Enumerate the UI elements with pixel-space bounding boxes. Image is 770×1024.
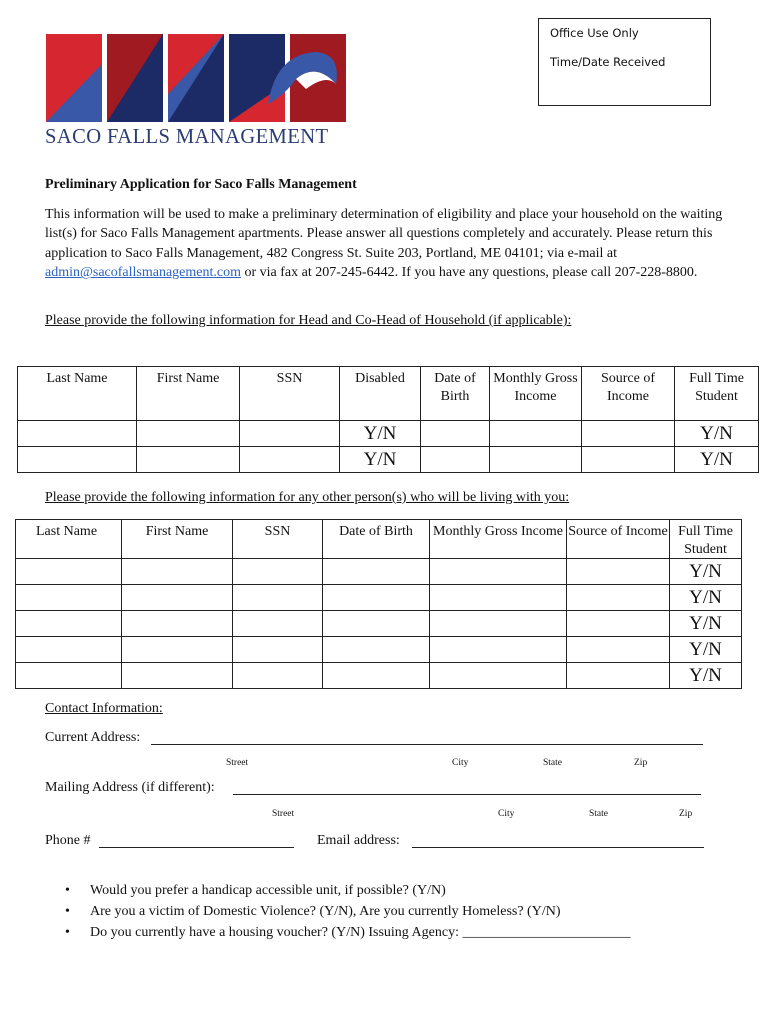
table-row (18, 447, 759, 473)
student-cell[interactable]: Y/N (675, 447, 759, 473)
list-item: • Are you a victim of Domestic Violence? (Y/N), Are you currently Homeless? (Y/N) (65, 901, 630, 922)
last-name-cell[interactable] (16, 663, 122, 689)
col-full-time-student: Full Time Student (670, 520, 742, 559)
income-cell[interactable] (430, 611, 567, 637)
table-row (16, 585, 742, 611)
source-cell[interactable] (567, 663, 670, 689)
current-street-label: Street (226, 758, 249, 768)
income-cell[interactable] (430, 663, 567, 689)
page-title: Preliminary Application for Saco Falls Management (45, 177, 357, 192)
head-section-heading: Please provide the following information for Head and Co-Head of Household (if applicable): (45, 313, 572, 328)
mailing-address-line[interactable] (233, 794, 701, 795)
source-cell[interactable] (582, 421, 675, 447)
source-cell[interactable] (567, 559, 670, 585)
source-cell[interactable] (567, 611, 670, 637)
col-last-name: Last Name (18, 367, 137, 421)
col-last-name: Last Name (16, 520, 122, 559)
list-item: • Would you prefer a handicap accessible unit, if possible? (Y/N) (65, 880, 630, 901)
time-date-received-label: Time/Date Received (550, 55, 666, 69)
col-full-time-student: Full Time Student (675, 367, 759, 421)
disabled-cell[interactable]: Y/N (340, 421, 421, 447)
student-cell[interactable]: Y/N (670, 585, 742, 611)
other-section-heading: Please provide the following information for any other person(s) who will be living with you: (45, 490, 570, 505)
col-ssn: SSN (233, 520, 323, 559)
first-name-cell[interactable] (122, 611, 233, 637)
dob-cell[interactable] (323, 663, 430, 689)
office-use-label: Office Use Only (550, 26, 639, 40)
intro-text-end: or via fax at 207-245-6442. If you have any questions, please call 207-228-8800. (241, 265, 698, 281)
col-disabled: Disabled (340, 367, 421, 421)
list-item: • Do you currently have a housing voucher? (Y/N) Issuing Agency: ________________________ (65, 922, 630, 943)
ssn-cell[interactable] (233, 559, 323, 585)
last-name-cell[interactable] (16, 559, 122, 585)
student-cell[interactable]: Y/N (670, 637, 742, 663)
col-first-name: First Name (137, 367, 240, 421)
intro-paragraph (45, 205, 735, 283)
contact-email-link[interactable]: admin@sacofallsmanagement.com (45, 265, 241, 281)
current-address-line[interactable] (151, 744, 703, 745)
first-name-cell[interactable] (122, 663, 233, 689)
source-cell[interactable] (567, 637, 670, 663)
ssn-cell[interactable] (233, 611, 323, 637)
table-row (18, 421, 759, 447)
dob-cell[interactable] (323, 559, 430, 585)
other-table-header-row (16, 520, 742, 559)
income-cell[interactable] (490, 447, 582, 473)
student-cell[interactable]: Y/N (670, 663, 742, 689)
first-name-cell[interactable] (137, 421, 240, 447)
ssn-cell[interactable] (240, 447, 340, 473)
source-cell[interactable] (567, 585, 670, 611)
first-name-cell[interactable] (122, 559, 233, 585)
last-name-cell[interactable] (18, 421, 137, 447)
first-name-cell[interactable] (122, 585, 233, 611)
dob-cell[interactable] (421, 447, 490, 473)
student-cell[interactable]: Y/N (670, 559, 742, 585)
source-cell[interactable] (582, 447, 675, 473)
income-cell[interactable] (430, 637, 567, 663)
office-use-box (538, 18, 711, 106)
table-row (16, 559, 742, 585)
mailing-city-label: City (498, 809, 515, 819)
intro-text-start: This information will be used to make a preliminary determination of eligibility and place your household on the waiting list(s) for Saco Falls Management apartments. Please answer all questions completely and accurately. Please return this application to Saco Falls Management, 482 Congress St. Suite 203, Portland, ME 04101; via e-mail at (45, 207, 723, 261)
dob-cell[interactable] (421, 421, 490, 447)
table-row (16, 637, 742, 663)
table-row (16, 611, 742, 637)
dob-cell[interactable] (323, 611, 430, 637)
ssn-cell[interactable] (233, 663, 323, 689)
ssn-cell[interactable] (233, 585, 323, 611)
table-row (16, 663, 742, 689)
mailing-address-label: Mailing Address (if different): (45, 780, 215, 795)
contact-heading: Contact Information: (45, 701, 163, 716)
ssn-cell[interactable] (233, 637, 323, 663)
last-name-cell[interactable] (16, 585, 122, 611)
questions-list (65, 880, 630, 943)
saco-falls-logo (46, 34, 346, 122)
col-date-of-birth: Date of Birth (421, 367, 490, 421)
current-address-label: Current Address: (45, 730, 141, 745)
other-persons-table (15, 519, 742, 689)
dob-cell[interactable] (323, 585, 430, 611)
student-cell[interactable]: Y/N (670, 611, 742, 637)
col-first-name: First Name (122, 520, 233, 559)
last-name-cell[interactable] (16, 637, 122, 663)
disabled-cell[interactable]: Y/N (340, 447, 421, 473)
mailing-state-label: State (589, 809, 608, 819)
income-cell[interactable] (430, 585, 567, 611)
first-name-cell[interactable] (122, 637, 233, 663)
dob-cell[interactable] (323, 637, 430, 663)
last-name-cell[interactable] (16, 611, 122, 637)
ssn-cell[interactable] (240, 421, 340, 447)
student-cell[interactable]: Y/N (675, 421, 759, 447)
brand-name: SACO FALLS MANAGEMENT (45, 124, 329, 148)
col-monthly-gross-income: Monthly Gross Income (490, 367, 582, 421)
last-name-cell[interactable] (18, 447, 137, 473)
mailing-zip-label: Zip (679, 809, 693, 819)
email-line[interactable] (412, 847, 704, 848)
col-monthly-gross-income: Monthly Gross Income (430, 520, 567, 559)
head-household-table (17, 366, 759, 473)
mailing-street-label: Street (272, 809, 295, 819)
phone-label: Phone # (45, 833, 91, 848)
col-ssn: SSN (240, 367, 340, 421)
head-table-header-row (18, 367, 759, 421)
current-zip-label: Zip (634, 758, 648, 768)
income-cell[interactable] (430, 559, 567, 585)
phone-line[interactable] (99, 847, 294, 848)
current-state-label: State (543, 758, 562, 768)
first-name-cell[interactable] (137, 447, 240, 473)
col-date-of-birth: Date of Birth (323, 520, 430, 559)
current-city-label: City (452, 758, 469, 768)
income-cell[interactable] (490, 421, 582, 447)
col-source-of-income: Source of Income (582, 367, 675, 421)
col-source-of-income: Source of Income (567, 520, 670, 559)
email-label: Email address: (317, 833, 400, 848)
